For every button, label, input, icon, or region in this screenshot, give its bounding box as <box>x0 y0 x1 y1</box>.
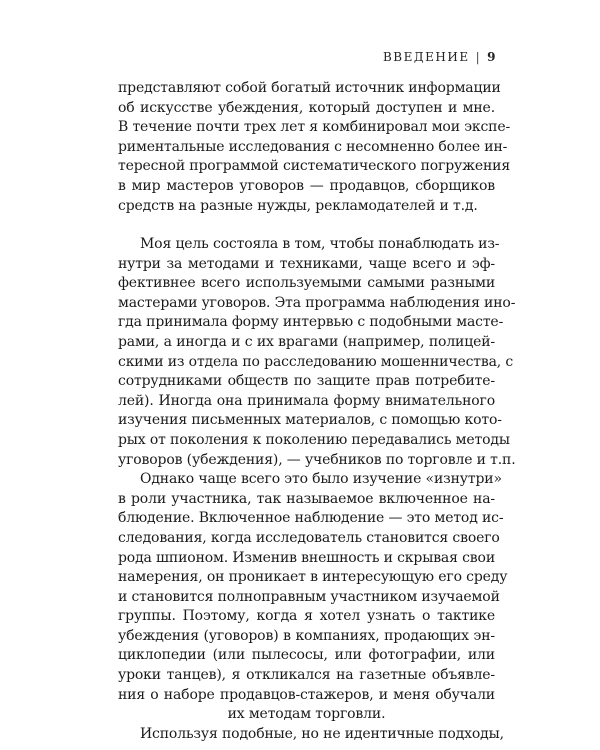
text-line: сотрудниками обществ по защите прав потребите- <box>118 373 495 390</box>
text-line: Моя цель состояла в том, чтобы понаблюдать из- <box>140 236 500 252</box>
text-line: в мир мастеров уговоров — продавцов, сборщиков <box>118 177 495 194</box>
text-line: нутри за методами и техниками, чаще всего и эф- <box>118 255 495 272</box>
running-header <box>383 50 497 64</box>
paragraph-continued <box>118 79 511 216</box>
text-line: Используя подобные, но не идентичные подходы, <box>140 725 504 742</box>
text-line: их методам торговли. <box>227 706 386 723</box>
text-line: циклопедии (или пылесосы, или фотографии, или <box>118 647 495 664</box>
text-line: следования, когда исследователь становится своего <box>118 529 500 546</box>
text-line: блюдение. Включенное наблюдение — это метод ис- <box>118 510 504 527</box>
text-line: лей). Иногда она принимала форму внимательного <box>118 392 495 409</box>
text-line: тересной программой систематического погружения <box>118 158 511 175</box>
text-line: представляют собой богатый источник информации <box>118 80 501 96</box>
page-number: 9 <box>487 50 497 64</box>
text-line: риментальные исследования с несомненно более ин- <box>118 138 508 155</box>
text-line: убеждения (уговоров) в компаниях, продающих эн- <box>118 627 495 644</box>
text-line: гда принимала форму интервью с подобными масте- <box>118 314 504 331</box>
text-line: ния о наборе продавцов-стажеров, и меня обучали <box>118 686 495 703</box>
text-line: мастерами уговоров. Эта программа наблюдения ино- <box>118 294 516 311</box>
text-line: уроки танцев), я откликался на газетные объявле- <box>118 667 495 684</box>
text-line: В течение почти трех лет я комбинировал мои экспе- <box>118 119 511 136</box>
chapter-title: ВВЕДЕНИЕ <box>382 50 470 64</box>
text-line: Однако чаще всего это было изучение «изнутри» <box>140 471 502 488</box>
body-text <box>118 235 516 744</box>
text-line: средств на разные нужды, рекламодателей и т.д. <box>118 197 478 214</box>
text-line: и становится полноправным участником изучаемой <box>118 588 500 605</box>
text-line: намерения, он проникает в интересующую его среду <box>118 569 508 586</box>
text-line: рых от поколения к поколению передавались методы <box>118 431 510 448</box>
text-line: уговоров (убеждения), — учебников по торговле и т.п. <box>118 451 516 468</box>
text-line: рами, а иногда и с их врагами (например, полицей- <box>118 333 495 350</box>
text-line: группы. Поэтому, когда я хотел узнать о тактике <box>118 608 495 625</box>
text-line: изучения письменных материалов, с помощью кото- <box>118 412 502 429</box>
header-separator: | <box>475 50 482 64</box>
text-line: в роли участника, так называемое включенное на- <box>118 490 495 507</box>
text-line: рода шпионом. Изменив внешность и скрывая свои <box>118 549 495 566</box>
text-line: скими из отдела по расследованию мошенничества, с <box>118 353 514 370</box>
text-line: фективнее всего используемыми самыми разными <box>118 275 495 292</box>
text-line: об искусстве убеждения, который доступен и мне. <box>118 99 495 116</box>
